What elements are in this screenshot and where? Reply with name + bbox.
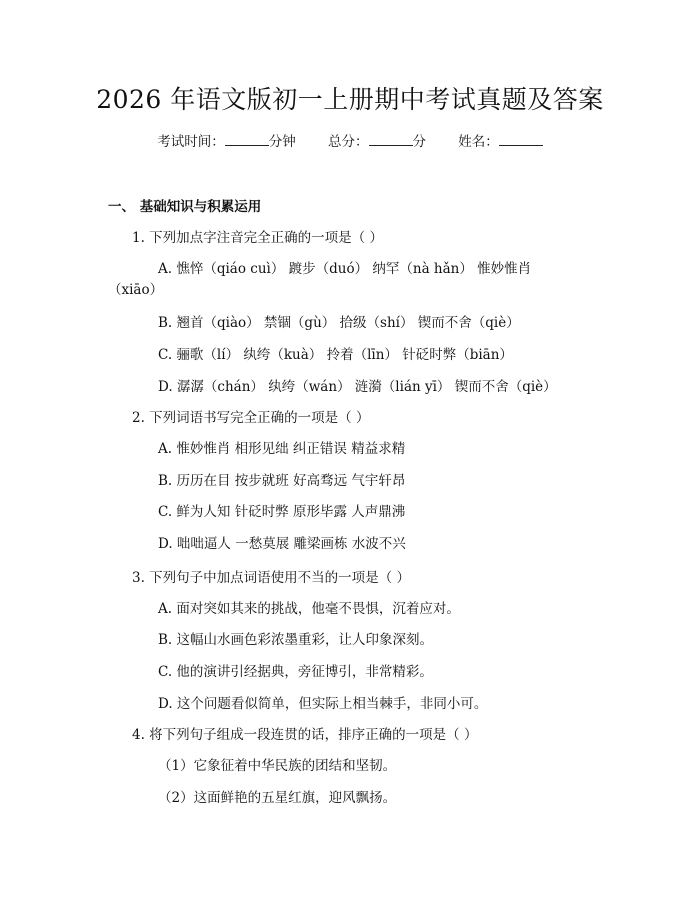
score-label: 总分：: [328, 134, 369, 150]
question-4-sentence-2: （2）这面鲜艳的五星红旗，迎风飘扬。: [158, 790, 397, 806]
question-2-option-c: C. 鲜为人知 针砭时弊 原形毕露 人声鼎沸: [158, 504, 406, 520]
question-1-option-b: B. 翘首（qiào） 禁锢（gù） 拾级（shí） 锲而不舍（qiè）: [158, 315, 520, 331]
exam-info-row: [0, 130, 700, 150]
question-2-stem: 2. 下列词语书写完全正确的一项是（ ）: [132, 410, 370, 426]
score-field: [328, 134, 430, 150]
question-3-option-d: D. 这个问题看似简单，但实际上相当棘手，非同小可。: [158, 696, 488, 712]
question-3-option-a: A. 面对突如其来的挑战，他毫不畏惧，沉着应对。: [158, 601, 460, 617]
question-1-option-a: A. 憔悴（qiáo cuì） 踱步（duó） 纳罕（nà hǎn） 惟妙惟肖: [158, 261, 532, 277]
name-label: 姓名：: [458, 134, 499, 150]
question-1-option-d: D. 潺潺（chán） 纨绔（wán） 涟漪（lián yī） 锲而不舍（qiè）: [158, 379, 557, 395]
question-1-option-a-cont: （xiāo）: [108, 282, 164, 298]
score-unit: 分: [412, 134, 426, 150]
time-unit: 分钟: [268, 134, 296, 150]
question-4-sentence-1: （1）它象征着中华民族的团结和坚韧。: [158, 758, 397, 774]
score-blank: [369, 133, 413, 146]
page-title: 2026 年语文版初一上册期中考试真题及答案: [96, 85, 604, 114]
question-3-option-b: B. 这幅山水画色彩浓墨重彩，让人印象深刻。: [158, 632, 434, 648]
question-3-option-c: C. 他的演讲引经据典，旁征博引，非常精彩。: [158, 664, 433, 680]
name-field: [458, 134, 543, 150]
question-3-stem: 3. 下列句子中加点词语使用不当的一项是（ ）: [132, 570, 410, 586]
question-4-stem: 4. 将下列句子组成一段连贯的话，排序正确的一项是（ ）: [132, 727, 478, 743]
time-blank: [225, 133, 269, 146]
question-2-option-d: D. 咄咄逼人 一愁莫展 雕梁画栋 水波不兴: [158, 536, 406, 552]
time-label: 考试时间：: [157, 134, 225, 150]
question-2-option-b: B. 历历在目 按步就班 好高骛远 气宇轩昂: [158, 473, 406, 489]
question-1-stem: 1. 下列加点字注音完全正确的一项是（ ）: [132, 230, 383, 246]
section-heading: 一、 基础知识与积累运用: [108, 199, 262, 215]
time-field: [157, 134, 300, 150]
question-1-option-c: C. 骊歌（lí） 纨绔（kuà） 拎着（līn） 针砭时弊（biān）: [158, 347, 513, 363]
question-2-option-a: A. 惟妙惟肖 相形见绌 纠正错误 精益求精: [158, 441, 406, 457]
name-blank: [499, 133, 543, 146]
